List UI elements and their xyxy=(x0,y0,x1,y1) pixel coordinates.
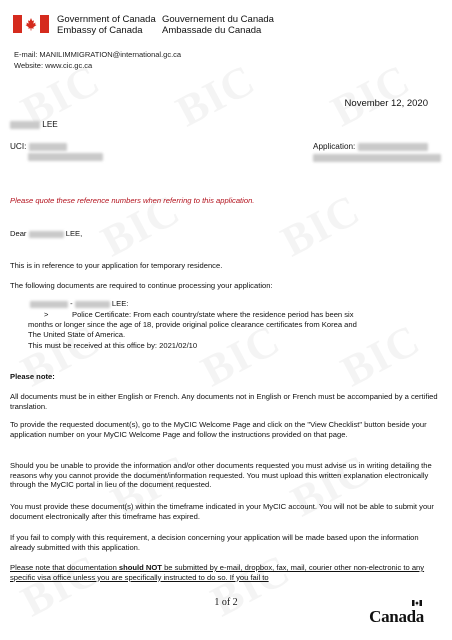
reference-note: Please quote these reference numbers when referring to this application. xyxy=(10,196,255,205)
salutation-suffix: LEE, xyxy=(65,229,83,238)
redacted-block xyxy=(313,154,441,162)
salutation-prefix: Dear xyxy=(10,229,27,238)
gov-fr-line2: Ambassade du Canada xyxy=(162,25,262,36)
wordmark-text: Canada xyxy=(369,607,424,626)
letter-date: November 12, 2020 xyxy=(344,98,428,109)
canada-mini-flag-icon xyxy=(412,600,422,606)
docs-required: The following documents are required to continue processing your application: xyxy=(10,281,273,290)
intro-paragraph: This is in reference to your application for temporary residence. xyxy=(10,261,223,270)
note-paragraph-6 xyxy=(10,563,440,582)
gov-en-line2: Embassy of Canada xyxy=(57,25,143,36)
note-p6-emphasis: should NOT xyxy=(118,563,162,572)
redacted-block xyxy=(75,301,110,308)
uci-label: UCI: xyxy=(10,142,27,151)
redacted-block xyxy=(358,143,428,151)
canada-wordmark xyxy=(369,607,424,627)
application-label: Application: xyxy=(313,142,356,151)
watermark xyxy=(323,54,419,137)
applicant-suffix: LEE: xyxy=(111,299,129,308)
note-paragraph-1: All documents must be in either English or French. Any documents not in English or French must be accompanied by a certified translation. xyxy=(10,392,438,411)
note-paragraph-2: To provide the requested document(s), go to the MyCIC Welcome Page and click on the "View Checklist" button beside your application number on your MyCIC Welcome Page and follow the instructions provided on that page. xyxy=(10,420,427,439)
canada-flag-icon xyxy=(13,15,49,33)
redacted-block xyxy=(30,301,68,308)
salutation xyxy=(10,229,440,239)
note-paragraph-5: If you fail to comply with this requirement, a decision concerning your application will be made based upon the information already submitted with this application. xyxy=(10,533,419,552)
government-name-en xyxy=(57,14,156,36)
applicant-dash: - xyxy=(70,299,73,308)
uci-line xyxy=(10,142,67,152)
gov-fr-line1: Gouvernement du Canada xyxy=(162,14,274,25)
note-p6-a: Please note that documentation xyxy=(10,563,119,572)
pc-deadline: This must be received at this office by: 2021/02/10 xyxy=(28,341,198,350)
redacted-block xyxy=(29,231,64,238)
watermark xyxy=(168,54,264,137)
recipient-surname: LEE xyxy=(42,120,58,129)
note-paragraph-4: You must provide these document(s) within the timeframe indicated in your MyCIC account. You will not be able to submit your document electronically after this timeframe has expired. xyxy=(10,502,434,521)
redacted-block xyxy=(10,121,40,129)
note-paragraph-3: Should you be unable to provide the information and/or other documents requested you must advise us in writing detailing the reasons why you cannot provide the document/information requested. You must upload this written explanation electronically through the MyCIC portal in lieu of the document requested. xyxy=(10,461,432,490)
please-note-heading: Please note: xyxy=(10,372,55,381)
recipient-line xyxy=(10,120,58,130)
note-p6-c: be submitted by e-mail, dropbox, fax, mail, courier other non-electronic to any specific visa office unless you are specifically instructed to do so. If you fail to xyxy=(10,563,425,582)
application-line xyxy=(313,142,428,152)
pc-marker: > xyxy=(44,310,49,319)
page-number: 1 of 2 xyxy=(214,597,238,608)
gov-en-line1: Government of Canada xyxy=(57,14,156,25)
email-line: E-mail: MANILIMMIGRATION@international.gc.ca xyxy=(14,50,182,59)
pc-line2: months or longer since the age of 18, provide original police clearance certificates from Korea and xyxy=(28,320,357,329)
watermark xyxy=(203,544,299,627)
government-name-fr xyxy=(162,14,274,36)
website-line: Website: www.cic.gc.ca xyxy=(14,61,93,70)
applicant-line xyxy=(30,299,452,309)
redacted-block xyxy=(29,143,67,151)
pc-line3: The United State of America. xyxy=(28,330,126,339)
redacted-block xyxy=(28,153,103,161)
watermark xyxy=(13,544,109,627)
pc-line1: Police Certificate: From each country/state where the residence period has been six xyxy=(72,310,354,319)
